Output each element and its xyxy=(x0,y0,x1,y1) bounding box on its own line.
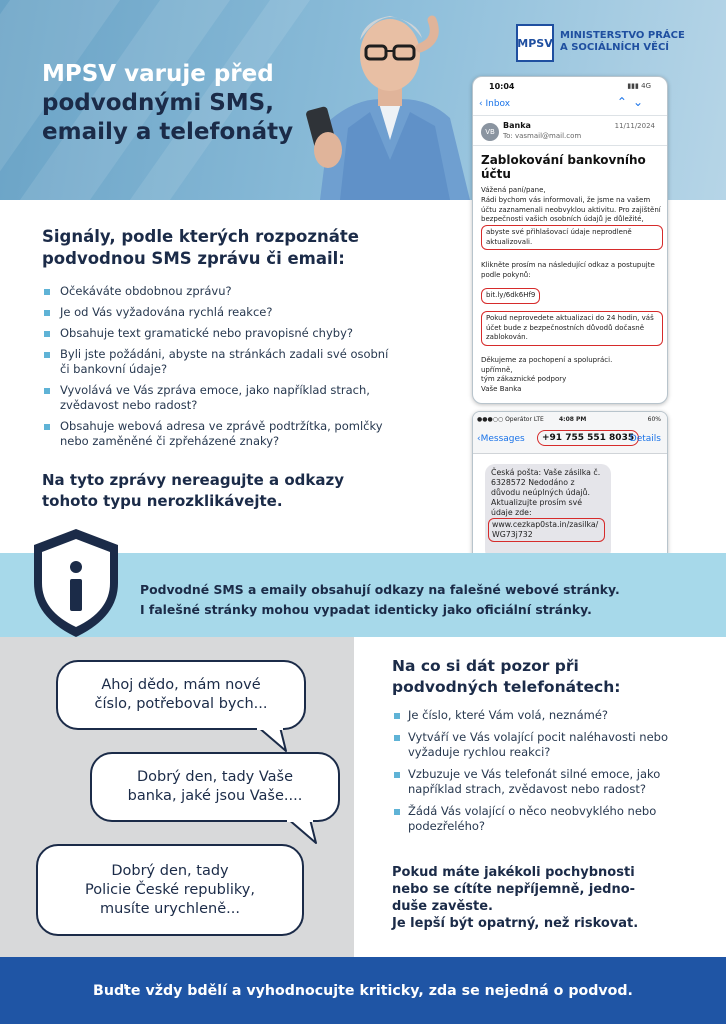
email-phone-mockup xyxy=(472,76,668,404)
phishing-link[interactable]: bit.ly/6dk6Hf9 xyxy=(481,288,540,304)
email-recipient: To: vasmail@mail.com xyxy=(503,132,582,140)
info-message: Podvodné SMS a emaily obsahují odkazy na falešné webové stránky. I falešné stránky mohou vypadat identicky jako oficiální stránky. xyxy=(140,582,620,617)
speech-bubble-police: Dobrý den, tady Policie České republiky, musíte urychleně... xyxy=(36,844,304,936)
email-nav-arrows[interactable] xyxy=(617,95,649,109)
list-item: Byli jste požádáni, abyste na stránkách zadali své osobní či bankovní údaje? xyxy=(42,347,398,377)
email-highlight-box: abyste své přihlašovací údaje neprodleně aktualizovali. xyxy=(481,225,663,250)
signal-bars-icon: ▮▮▮ xyxy=(627,82,639,90)
calls-warning: Pokud máte jakékoli pochybnosti nebo se cítíte nepříjemně, jedno- duše zavěste. Je lepší být opatrný, než riskovat. xyxy=(392,865,639,931)
list-item: Obsahuje webová adresa ve zprávě podtržítka, pomlčky nebo zaměněné či zpřeházené znaky? xyxy=(42,419,398,449)
chevron-left-icon: ‹ xyxy=(479,99,486,109)
email-paragraph: Rádi bychom vás informovali, že jsme na vašem účtu zaznamenali neobvyklou aktivitu. Pro zajištění bezpečnosti vašich osobních údajů je důležité, xyxy=(481,196,661,223)
chevron-down-icon[interactable]: ⌄ xyxy=(632,95,649,109)
divider xyxy=(473,145,667,146)
email-warning-box: Pokud neprovedete aktualizaci do 24 hodin, váš účet bude z bezpečnostních důvodů dočasně zablokován. xyxy=(481,311,663,346)
email-date: 11/11/2024 xyxy=(614,122,655,130)
email-link-box xyxy=(481,288,663,304)
mpsv-logo-mark: MPSV xyxy=(516,24,554,62)
avatar: VB xyxy=(481,123,499,141)
signal-indicator: ▮▮▮ 4G xyxy=(627,82,651,90)
shield-info-icon xyxy=(28,525,124,641)
inbox-back-link[interactable]: ‹ Inbox xyxy=(479,99,511,109)
email-closing: Děkujeme za pochopení a spolupráci. upřímně, tým zákaznické podpory Vaše Banka xyxy=(481,356,613,393)
signals-warning: Na tyto zprávy nereagujte a odkazy tohoto typu nerozklikávejte. xyxy=(42,471,344,510)
man-with-phone-illustration xyxy=(300,0,480,200)
phishing-link[interactable]: www.cezkap0sta.in/zasilka/WG73j732 xyxy=(488,518,605,542)
list-item: Je od Vás vyžadována rychlá reakce? xyxy=(42,305,398,320)
bubble-tail xyxy=(256,727,290,753)
list-item: Vytváří ve Vás volající pocit naléhavosti nebo vyžaduje rychlou reakci? xyxy=(392,730,682,760)
sms-phone-mockup xyxy=(472,411,668,569)
footer-banner xyxy=(0,957,726,1024)
calls-list xyxy=(392,708,682,841)
email-paragraph: Klikněte prosím na následující odkaz a postupujte podle pokynů: xyxy=(481,261,655,279)
footer-text: Buďte vždy bdělí a vyhodnocujte kriticky, zda se nejedná o podvod. xyxy=(93,982,633,999)
divider xyxy=(473,115,667,116)
sender-number: +91 755 551 8035 xyxy=(537,430,639,446)
chevron-left-icon: ‹ xyxy=(477,434,481,444)
speech-bubble-grandpa: Ahoj dědo, mám nové číslo, potřeboval bych... xyxy=(56,660,306,730)
list-item: Je číslo, které Vám volá, neznámé? xyxy=(392,708,682,723)
list-item: Vyvolává ve Vás zpráva emoce, jako například strach, zvědavost nebo radost? xyxy=(42,383,398,413)
calls-heading: Na co si dát pozor při podvodných telefonátech: xyxy=(392,657,621,696)
signals-heading: Signály, podle kterých rozpoznáte podvodnou SMS zprávu či email: xyxy=(42,227,359,268)
details-link[interactable]: Details xyxy=(629,434,661,444)
bubble-tail xyxy=(286,819,320,845)
email-subject: Zablokování bankovního účtu xyxy=(481,153,646,181)
messages-back-link[interactable]: ‹Messages xyxy=(477,434,525,444)
page-title: MPSV varuje před podvodnými SMS, emaily a telefonáty xyxy=(42,61,294,145)
mpsv-logo-text: MINISTERSTVO PRÁCE A SOCIÁLNÍCH VĚCÍ xyxy=(560,30,685,53)
email-sender: Banka xyxy=(503,121,531,130)
sms-message-bubble: Česká pošta: Vaše zásilka č. 6328572 Nedodáno z důvodu neúplných údajů. Aktualizujte prosím své údaje zde: www.cezkap0sta.in/zasilka/WG73j732 xyxy=(485,464,611,560)
signals-list xyxy=(42,284,398,455)
list-item: Očekáváte obdobnou zprávu? xyxy=(42,284,398,299)
list-item: Žádá Vás volající o něco neobvyklého nebo podezřelého? xyxy=(392,804,682,834)
list-item: Vzbuzuje ve Vás telefonát silné emoce, jako například strach, zvědavost nebo radost? xyxy=(392,767,682,797)
phone-time: 10:04 xyxy=(489,82,515,91)
chevron-up-icon[interactable]: ⌃ xyxy=(616,95,633,109)
email-greeting: Vážená paní/pane, xyxy=(481,186,546,194)
list-item: Obsahuje text gramatické nebo pravopisné chyby? xyxy=(42,326,398,341)
mpsv-logo xyxy=(516,24,685,62)
sms-status-bar: ●●●○○ Operátor LTE 4:08 PM 60% xyxy=(473,412,667,426)
speech-bubble-bank: Dobrý den, tady Vaše banka, jaké jsou Vaše.... xyxy=(90,752,340,822)
